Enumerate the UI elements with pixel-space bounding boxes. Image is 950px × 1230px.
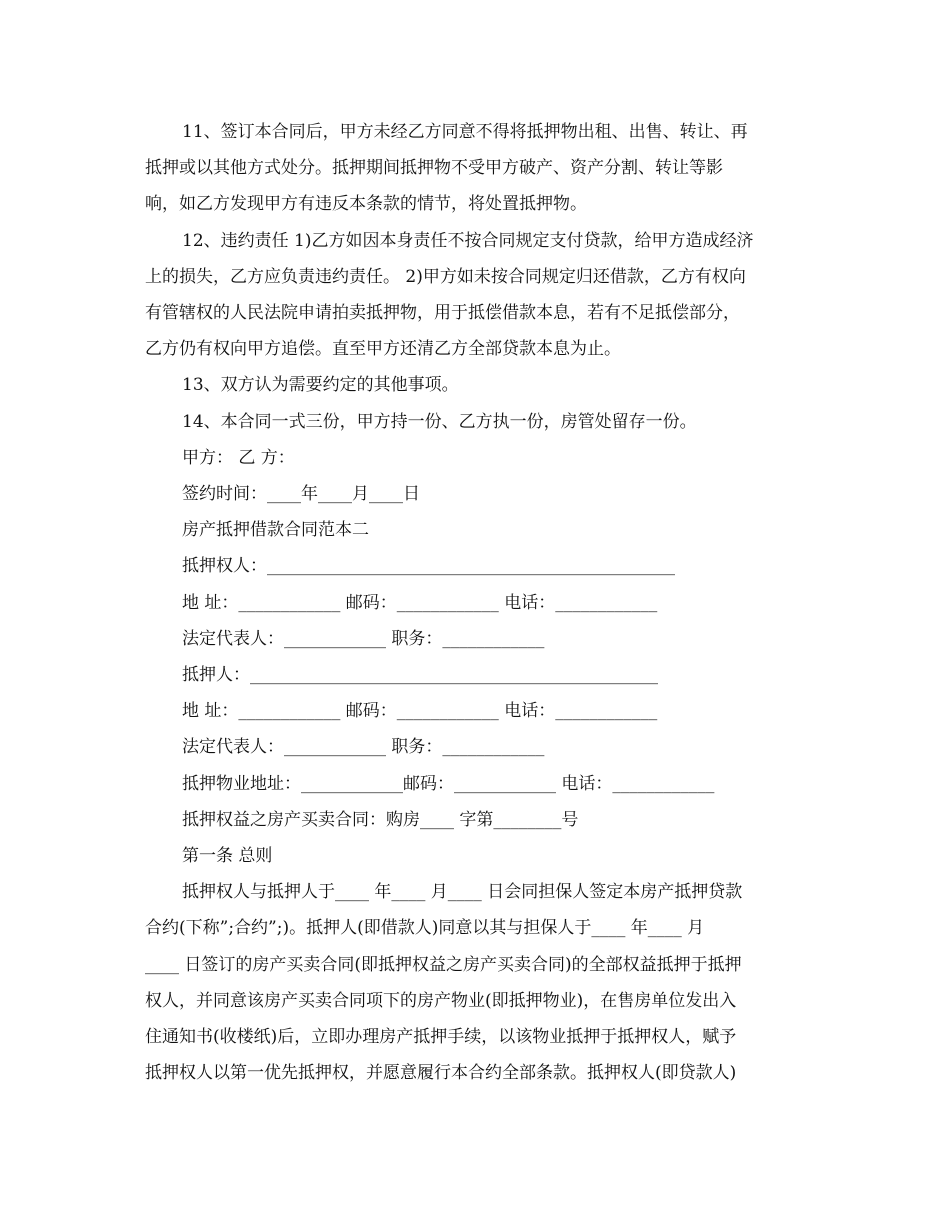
text-line: 法定代表人：____________ 职务：____________ [182,737,545,757]
text-line: 11、签订本合同后，甲方未经乙方同意不得将抵押物出租、出售、转让、再 [182,122,748,142]
text-line: 抵押权人：________________________________________________ [182,556,675,576]
text-line: 响，如乙方发现甲方有违反本条款的情节，将处置抵押物。 [145,194,587,214]
text-line: 乙方仍有权向甲方追偿。直至甲方还清乙方全部贷款本息为止。 [145,339,621,359]
text-line: ____ 日签订的房产买卖合同(即抵押权益之房产买卖合同)的全部权益抵押于抵押 [145,955,742,975]
text-line: 抵押或以其他方式处分。抵押期间抵押物不受甲方破产、资产分割、转让等影 [145,158,723,178]
text-line: 法定代表人：____________ 职务：____________ [182,629,545,649]
text-line: 抵押物业地址：____________邮码：____________ 电话：____________ [182,774,715,794]
text-line: 住通知书(收楼纸)后，立即办理房产抵押手续，以该物业抵押于抵押权人，赋予 [145,1027,737,1047]
text-line: 抵押权人以第一优先抵押权，并愿意履行本合约全部条款。抵押权人(即贷款人) [145,1063,737,1083]
text-line: 上的损失，乙方应负责违约责任。 2)甲方如未按合同规定归还借款，乙方有权向 [145,267,746,287]
article-heading: 第一条 总则 [182,846,273,866]
text-line: 签约时间：____年____月____日 [182,484,420,504]
text-line: 抵押人：________________________________________________ [182,665,658,685]
text-line: 地 址：____________ 邮码：____________ 电话：____________ [182,593,658,613]
text-line: 14、本合同一式三份，甲方持一份、乙方执一份，房管处留存一份。 [182,412,697,432]
text-line: 地 址：____________ 邮码：____________ 电话：____________ [182,701,658,721]
text-line: 甲方： 乙 方： [182,448,295,468]
text-line: 抵押权人与抵押人于____ 年____ 月____ 日会同担保人签定本房产抵押贷款 [182,882,743,902]
text-line: 有管辖权的人民法院申请拍卖抵押物，用于抵偿借款本息，若有不足抵偿部分， [145,303,740,323]
text-line: 12、违约责任 1)乙方如因本身责任不按合同规定支付贷款，给甲方造成经济 [182,231,754,251]
text-line: 13、双方认为需要约定的其他事项。 [182,375,459,395]
section-heading: 房产抵押借款合同范本二 [182,520,369,540]
text-line: 抵押权益之房产买卖合同：购房____ 字第________号 [182,810,579,830]
text-line: 合约(下称”;合约”;)。抵押人(即借款人)同意以其与担保人于____ 年____ 月 [145,918,705,938]
text-line: 权人，并同意该房产买卖合同项下的房产物业(即抵押物业)，在售房单位发出入 [145,991,737,1011]
